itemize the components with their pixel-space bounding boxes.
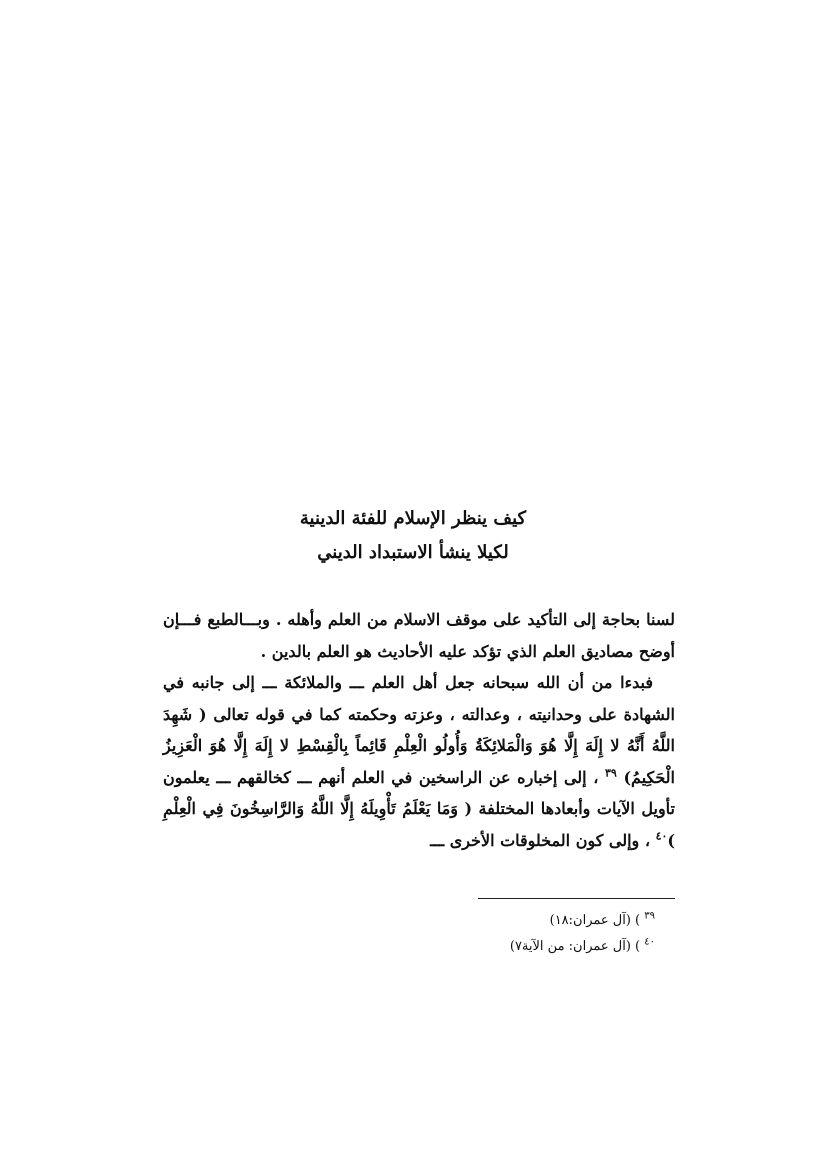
footnote-number: ٣٩ — [644, 910, 655, 922]
paragraph-2-text-b: ، إلى إخباره عن الراسخين في العلم أنهم ـــ كخالقهم ـــ يعلمون تأويل الآيات وأبعادها المختلفة ( وَمَا يَعْلَمُ تَأْوِيلَهُ إِلَّا اللَّهُ وَالرَّاسِخُونَ فِي الْعِلْمِ ) — [163, 767, 675, 850]
footnote-ref-39: ٣٩ — [605, 766, 617, 780]
footnote-40 — [400, 938, 655, 956]
footnote-divider — [478, 898, 675, 899]
paragraph-2-text-c: ، وإلى كون المخلوقات الأخرى ـــ — [430, 830, 651, 850]
footnote-number: ٤٠ — [644, 936, 655, 948]
body-text — [163, 604, 675, 856]
page-title: كيف ينظر الإسلام للفئة الدينية — [299, 508, 527, 529]
footnote-39 — [400, 912, 655, 930]
paragraph-2 — [163, 667, 675, 856]
footnote-text: ) (آل عمران:١٨) — [549, 913, 641, 928]
footnote-ref-40: ٤٠ — [655, 829, 668, 843]
paragraph-2-text-a: فبدءا من أن الله سبحانه جعل أهل العلم ـــ والملائكة ـــ إلى جانبه في الشهادة على وحدانيته ، وعدالته ، وعزته وحكمته كما في قوله تعالى ( شَهِدَ اللَّهُ أَنَّهُ لا إِلَهَ إِلَّا هُوَ وَالْمَلائِكَةُ وَأُولُو الْعِلْمِ قَائِماً بِالْقِسْطِ لا إِلَهَ إِلَّا هُوَ الْعَزِيزُ الْحَكِيمُ) — [163, 673, 675, 787]
footnote-text: ) (آل عمران: من الآية٧) — [509, 939, 641, 954]
page-subtitle: لكيلا ينشأ الاستبداد الديني — [317, 542, 509, 563]
paragraph-1: لسنا بحاجة إلى التأكيد على موقف الاسلام من العلم وأهله . وبـــالطبع فـــإن أوضح مصاديق العلم الذي تؤكد عليه الأحاديث هو العلم بالدين . — [163, 610, 675, 661]
